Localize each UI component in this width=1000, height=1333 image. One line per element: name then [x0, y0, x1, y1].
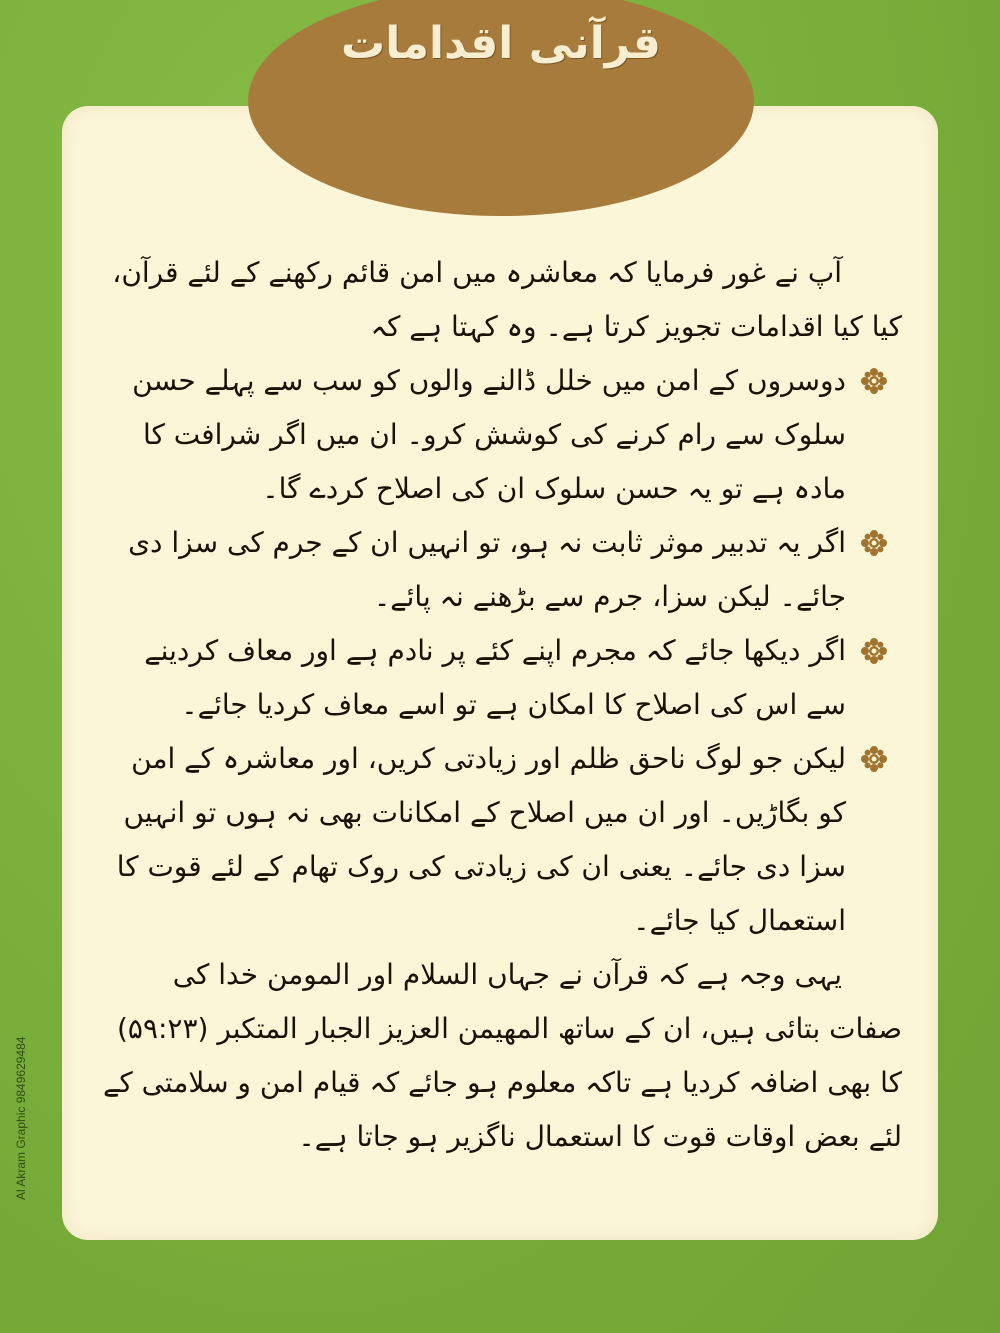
- publisher-credit: Al Akram Graphic 9849629484: [14, 1036, 28, 1200]
- list-item: [102, 624, 902, 732]
- article-body: [102, 246, 902, 1164]
- list-item-text: لیکن جو لوگ ناحق ظلم اور زیادتی کریں، اور معاشرہ کے امن کو بگاڑیں۔ اور ان میں اصلاح کے امکانات بھی نہ ہوں تو انہیں سزا دی جائے۔ یعنی ان کی زیادتی کی روک تھام کے لئے قوت کا استعمال کیا جائے۔: [116, 742, 846, 937]
- page-title: قرآنی اقدامات: [341, 18, 661, 69]
- flower-ornament-icon: [846, 624, 902, 678]
- flower-ornament-icon: [846, 732, 902, 786]
- list-item: [102, 354, 902, 516]
- content-card: [62, 18, 938, 1240]
- flower-ornament-icon: [846, 354, 902, 408]
- closing-paragraph: یہی وجہ ہے کہ قرآن نے جہاں السلام اور المومن خدا کی صفات بتائی ہیں، ان کے ساتھ المھیمن العزیز الجبار المتکبر (۵۹:۲۳) کا بھی اضافہ کردیا ہے تاکہ معلوم ہو جائے کہ قیام امن و سلامتی کے لئے بعض اوقات قوت کا استعمال ناگزیر ہو جاتا ہے۔: [102, 958, 902, 1153]
- list-item-text: اگر دیکھا جائے کہ مجرم اپنے کئے پر نادم ہے اور معاف کردینے سے اس کی اصلاح کا امکان ہے تو اسے معاف کردیا جائے۔: [144, 634, 846, 721]
- list-item-text: دوسروں کے امن میں خلل ڈالنے والوں کو سب سے پہلے حسن سلوک سے رام کرنے کی کوشش کرو۔ ان میں اگر شرافت کا مادہ ہے تو یہ حسن سلوک ان کی اصلاح کردے گا۔: [132, 364, 846, 505]
- list-item-text: اگر یہ تدبیر موثر ثابت نہ ہو، تو انہیں ان کے جرم کی سزا دی جائے۔ لیکن سزا، جرم سے بڑھنے نہ پائے۔: [128, 526, 846, 613]
- title-banner: [248, 0, 754, 216]
- list-item: [102, 516, 902, 624]
- list-item: [102, 732, 902, 948]
- intro-paragraph: آپ نے غور فرمایا کہ معاشرہ میں امن قائم رکھنے کے لئے قرآن، کیا کیا اقدامات تجویز کرتا ہے۔ وہ کہتا ہے کہ: [112, 256, 902, 343]
- flower-ornament-icon: [846, 516, 902, 570]
